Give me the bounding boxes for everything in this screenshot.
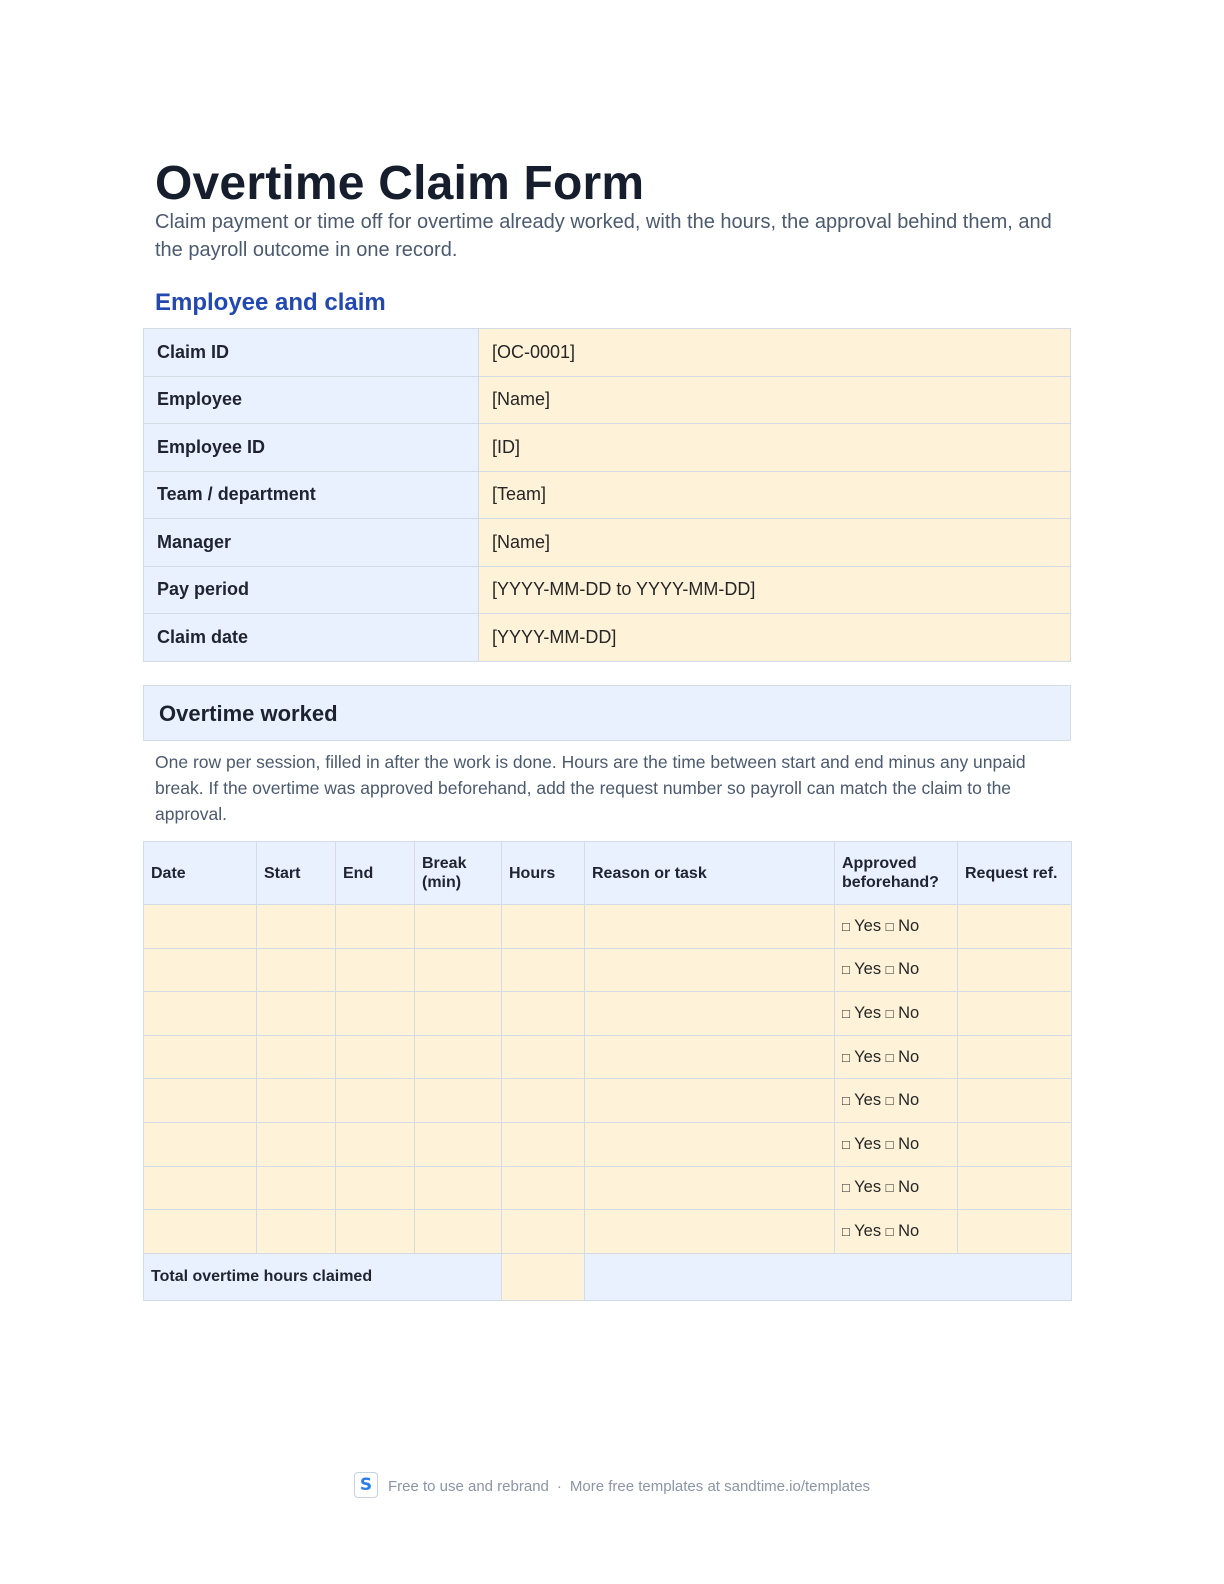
total-hours-field[interactable] <box>502 1253 585 1300</box>
table-cell-input[interactable] <box>958 1122 1072 1166</box>
table-cell-input[interactable] <box>144 1210 257 1254</box>
info-label: Claim date <box>144 614 479 662</box>
table-cell-input[interactable] <box>585 1079 835 1123</box>
yes-label: Yes <box>854 916 882 935</box>
no-label: No <box>898 1091 920 1110</box>
total-row <box>144 1253 1072 1300</box>
table-cell-input[interactable] <box>958 1210 1072 1254</box>
table-cell-input[interactable] <box>336 992 415 1036</box>
table-cell-input[interactable] <box>257 1035 336 1079</box>
table-cell-input[interactable] <box>336 1166 415 1210</box>
table-cell-input[interactable] <box>257 1079 336 1123</box>
table-cell-input[interactable] <box>336 948 415 992</box>
table-row <box>144 1122 1072 1166</box>
table-cell-input[interactable] <box>257 948 336 992</box>
no-checkbox[interactable]: □ <box>885 1005 894 1021</box>
approved-checkboxes[interactable] <box>835 905 958 949</box>
table-cell-input[interactable] <box>585 948 835 992</box>
info-label: Manager <box>144 519 479 567</box>
approved-checkboxes[interactable] <box>835 992 958 1036</box>
table-row <box>144 905 1072 949</box>
yes-label: Yes <box>854 1178 882 1197</box>
table-cell-input[interactable] <box>585 1210 835 1254</box>
table-cell-input[interactable] <box>958 948 1072 992</box>
total-label: Total overtime hours claimed <box>144 1253 502 1300</box>
table-cell-input[interactable] <box>257 1166 336 1210</box>
info-value-field[interactable]: [Name] <box>479 376 1071 424</box>
column-header: Reason or task <box>585 842 835 905</box>
approved-checkboxes[interactable] <box>835 1210 958 1254</box>
table-cell-input[interactable] <box>415 1035 502 1079</box>
table-cell-input[interactable] <box>585 1166 835 1210</box>
footer <box>0 1474 1224 1500</box>
column-header: End <box>336 842 415 905</box>
approved-checkboxes[interactable] <box>835 1035 958 1079</box>
no-label: No <box>898 1221 920 1240</box>
info-row <box>144 566 1071 614</box>
info-row <box>144 519 1071 567</box>
info-row <box>144 329 1071 377</box>
employee-info-table <box>143 328 1071 662</box>
info-label: Claim ID <box>144 329 479 377</box>
table-cell-input[interactable] <box>958 992 1072 1036</box>
table-cell-input[interactable] <box>502 992 585 1036</box>
info-value-field[interactable]: [Team] <box>479 471 1071 519</box>
yes-checkbox[interactable]: □ <box>842 918 850 934</box>
no-checkbox[interactable]: □ <box>885 962 894 978</box>
approved-checkboxes[interactable] <box>835 1079 958 1123</box>
overtime-table-header <box>144 842 1072 905</box>
yes-label: Yes <box>854 1003 882 1022</box>
table-cell-input[interactable] <box>415 905 502 949</box>
table-cell-input[interactable] <box>415 1079 502 1123</box>
total-row-filler <box>585 1253 1072 1300</box>
table-cell-input[interactable] <box>502 1122 585 1166</box>
yes-checkbox[interactable]: □ <box>842 1223 850 1239</box>
table-cell-input[interactable] <box>585 1035 835 1079</box>
table-cell-input[interactable] <box>415 1166 502 1210</box>
yes-checkbox[interactable]: □ <box>842 1180 850 1196</box>
footer-separator: · <box>556 1477 562 1495</box>
table-cell-input[interactable] <box>585 992 835 1036</box>
no-checkbox[interactable]: □ <box>885 1223 894 1239</box>
table-row <box>144 1035 1072 1079</box>
approved-checkboxes[interactable] <box>835 948 958 992</box>
table-cell-input[interactable] <box>336 1210 415 1254</box>
table-cell-input[interactable] <box>502 905 585 949</box>
info-label: Employee <box>144 376 479 424</box>
table-cell-input[interactable] <box>144 948 257 992</box>
info-row <box>144 424 1071 472</box>
yes-label: Yes <box>854 1091 882 1110</box>
no-checkbox[interactable]: □ <box>885 1093 894 1109</box>
table-cell-input[interactable] <box>958 1079 1072 1123</box>
table-cell-input[interactable] <box>958 1166 1072 1210</box>
no-checkbox[interactable]: □ <box>885 1049 894 1065</box>
yes-label: Yes <box>854 1134 882 1153</box>
table-row <box>144 1166 1072 1210</box>
yes-label: Yes <box>854 1221 882 1240</box>
approved-checkboxes[interactable] <box>835 1122 958 1166</box>
yes-checkbox[interactable]: □ <box>842 1136 850 1152</box>
table-cell-input[interactable] <box>144 992 257 1036</box>
table-cell-input[interactable] <box>144 1166 257 1210</box>
table-cell-input[interactable] <box>257 1122 336 1166</box>
table-cell-input[interactable] <box>144 1035 257 1079</box>
table-cell-input[interactable] <box>144 1079 257 1123</box>
no-checkbox[interactable]: □ <box>885 1180 894 1196</box>
footer-right-link[interactable]: More free templates at sandtime.io/templates <box>569 1477 871 1495</box>
yes-checkbox[interactable]: □ <box>842 1093 850 1109</box>
table-cell-input[interactable] <box>502 1210 585 1254</box>
table-row <box>144 948 1072 992</box>
table-cell-input[interactable] <box>585 1122 835 1166</box>
table-cell-input[interactable] <box>958 1035 1072 1079</box>
table-cell-input[interactable] <box>415 948 502 992</box>
no-label: No <box>898 1003 920 1022</box>
table-cell-input[interactable] <box>502 1079 585 1123</box>
table-cell-input[interactable] <box>415 992 502 1036</box>
overtime-section-header <box>143 685 1071 741</box>
approved-checkboxes[interactable] <box>835 1166 958 1210</box>
table-cell-input[interactable] <box>336 1122 415 1166</box>
column-header: Start <box>257 842 336 905</box>
yes-checkbox[interactable]: □ <box>842 962 850 978</box>
column-header: Request ref. <box>958 842 1072 905</box>
yes-checkbox[interactable]: □ <box>842 1049 850 1065</box>
table-cell-input[interactable] <box>336 905 415 949</box>
info-value-field[interactable]: [Name] <box>479 519 1071 567</box>
page-title: Overtime Claim Form <box>155 157 645 210</box>
table-row <box>144 1210 1072 1254</box>
table-cell-input[interactable] <box>502 948 585 992</box>
info-value-field[interactable]: [ID] <box>479 424 1071 472</box>
column-header: Approved beforehand? <box>835 842 958 905</box>
table-cell-input[interactable] <box>257 992 336 1036</box>
table-cell-input[interactable] <box>336 1079 415 1123</box>
info-row <box>144 471 1071 519</box>
table-cell-input[interactable] <box>257 1210 336 1254</box>
table-cell-input[interactable] <box>958 905 1072 949</box>
info-value-field[interactable]: [YYYY-MM-DD to YYYY-MM-DD] <box>479 566 1071 614</box>
no-label: No <box>898 960 920 979</box>
footer-left-text: Free to use and rebrand <box>387 1477 549 1495</box>
yes-label: Yes <box>854 960 882 979</box>
table-cell-input[interactable] <box>257 905 336 949</box>
sandtime-logo-icon: S <box>354 1472 378 1498</box>
table-cell-input[interactable] <box>144 905 257 949</box>
no-label: No <box>898 1134 920 1153</box>
no-label: No <box>898 1047 920 1066</box>
overtime-instructions: One row per session, filled in after the work is done. Hours are the time between start and end minus any unpaid break. If the overtime was approved beforehand, add the request number so payroll can match the claim to the approval. <box>155 752 1026 824</box>
yes-checkbox[interactable]: □ <box>842 1005 850 1021</box>
no-checkbox[interactable]: □ <box>885 1136 894 1152</box>
column-header: Date <box>144 842 257 905</box>
table-cell-input[interactable] <box>502 1035 585 1079</box>
yes-label: Yes <box>854 1047 882 1066</box>
table-cell-input[interactable] <box>585 905 835 949</box>
column-header: Hours <box>502 842 585 905</box>
info-label: Team / department <box>144 471 479 519</box>
table-cell-input[interactable] <box>415 1210 502 1254</box>
table-cell-input[interactable] <box>144 1122 257 1166</box>
info-value-field[interactable]: [OC-0001] <box>479 329 1071 377</box>
table-cell-input[interactable] <box>502 1166 585 1210</box>
no-checkbox[interactable]: □ <box>885 918 894 934</box>
info-row <box>144 376 1071 424</box>
info-label: Pay period <box>144 566 479 614</box>
table-row <box>144 1079 1072 1123</box>
table-cell-input[interactable] <box>415 1122 502 1166</box>
info-value-field[interactable]: [YYYY-MM-DD] <box>479 614 1071 662</box>
page-subtitle: Claim payment or time off for overtime already worked, with the hours, the approval behind them, and the payroll outcome in one record. <box>155 211 1052 261</box>
table-row <box>144 992 1072 1036</box>
table-cell-input[interactable] <box>336 1035 415 1079</box>
no-label: No <box>898 916 920 935</box>
column-header: Break (min) <box>415 842 502 905</box>
overtime-section-heading: Overtime worked <box>159 701 338 726</box>
overtime-table <box>143 841 1072 1301</box>
employee-section-heading: Employee and claim <box>155 289 386 316</box>
info-label: Employee ID <box>144 424 479 472</box>
info-row <box>144 614 1071 662</box>
no-label: No <box>898 1178 920 1197</box>
